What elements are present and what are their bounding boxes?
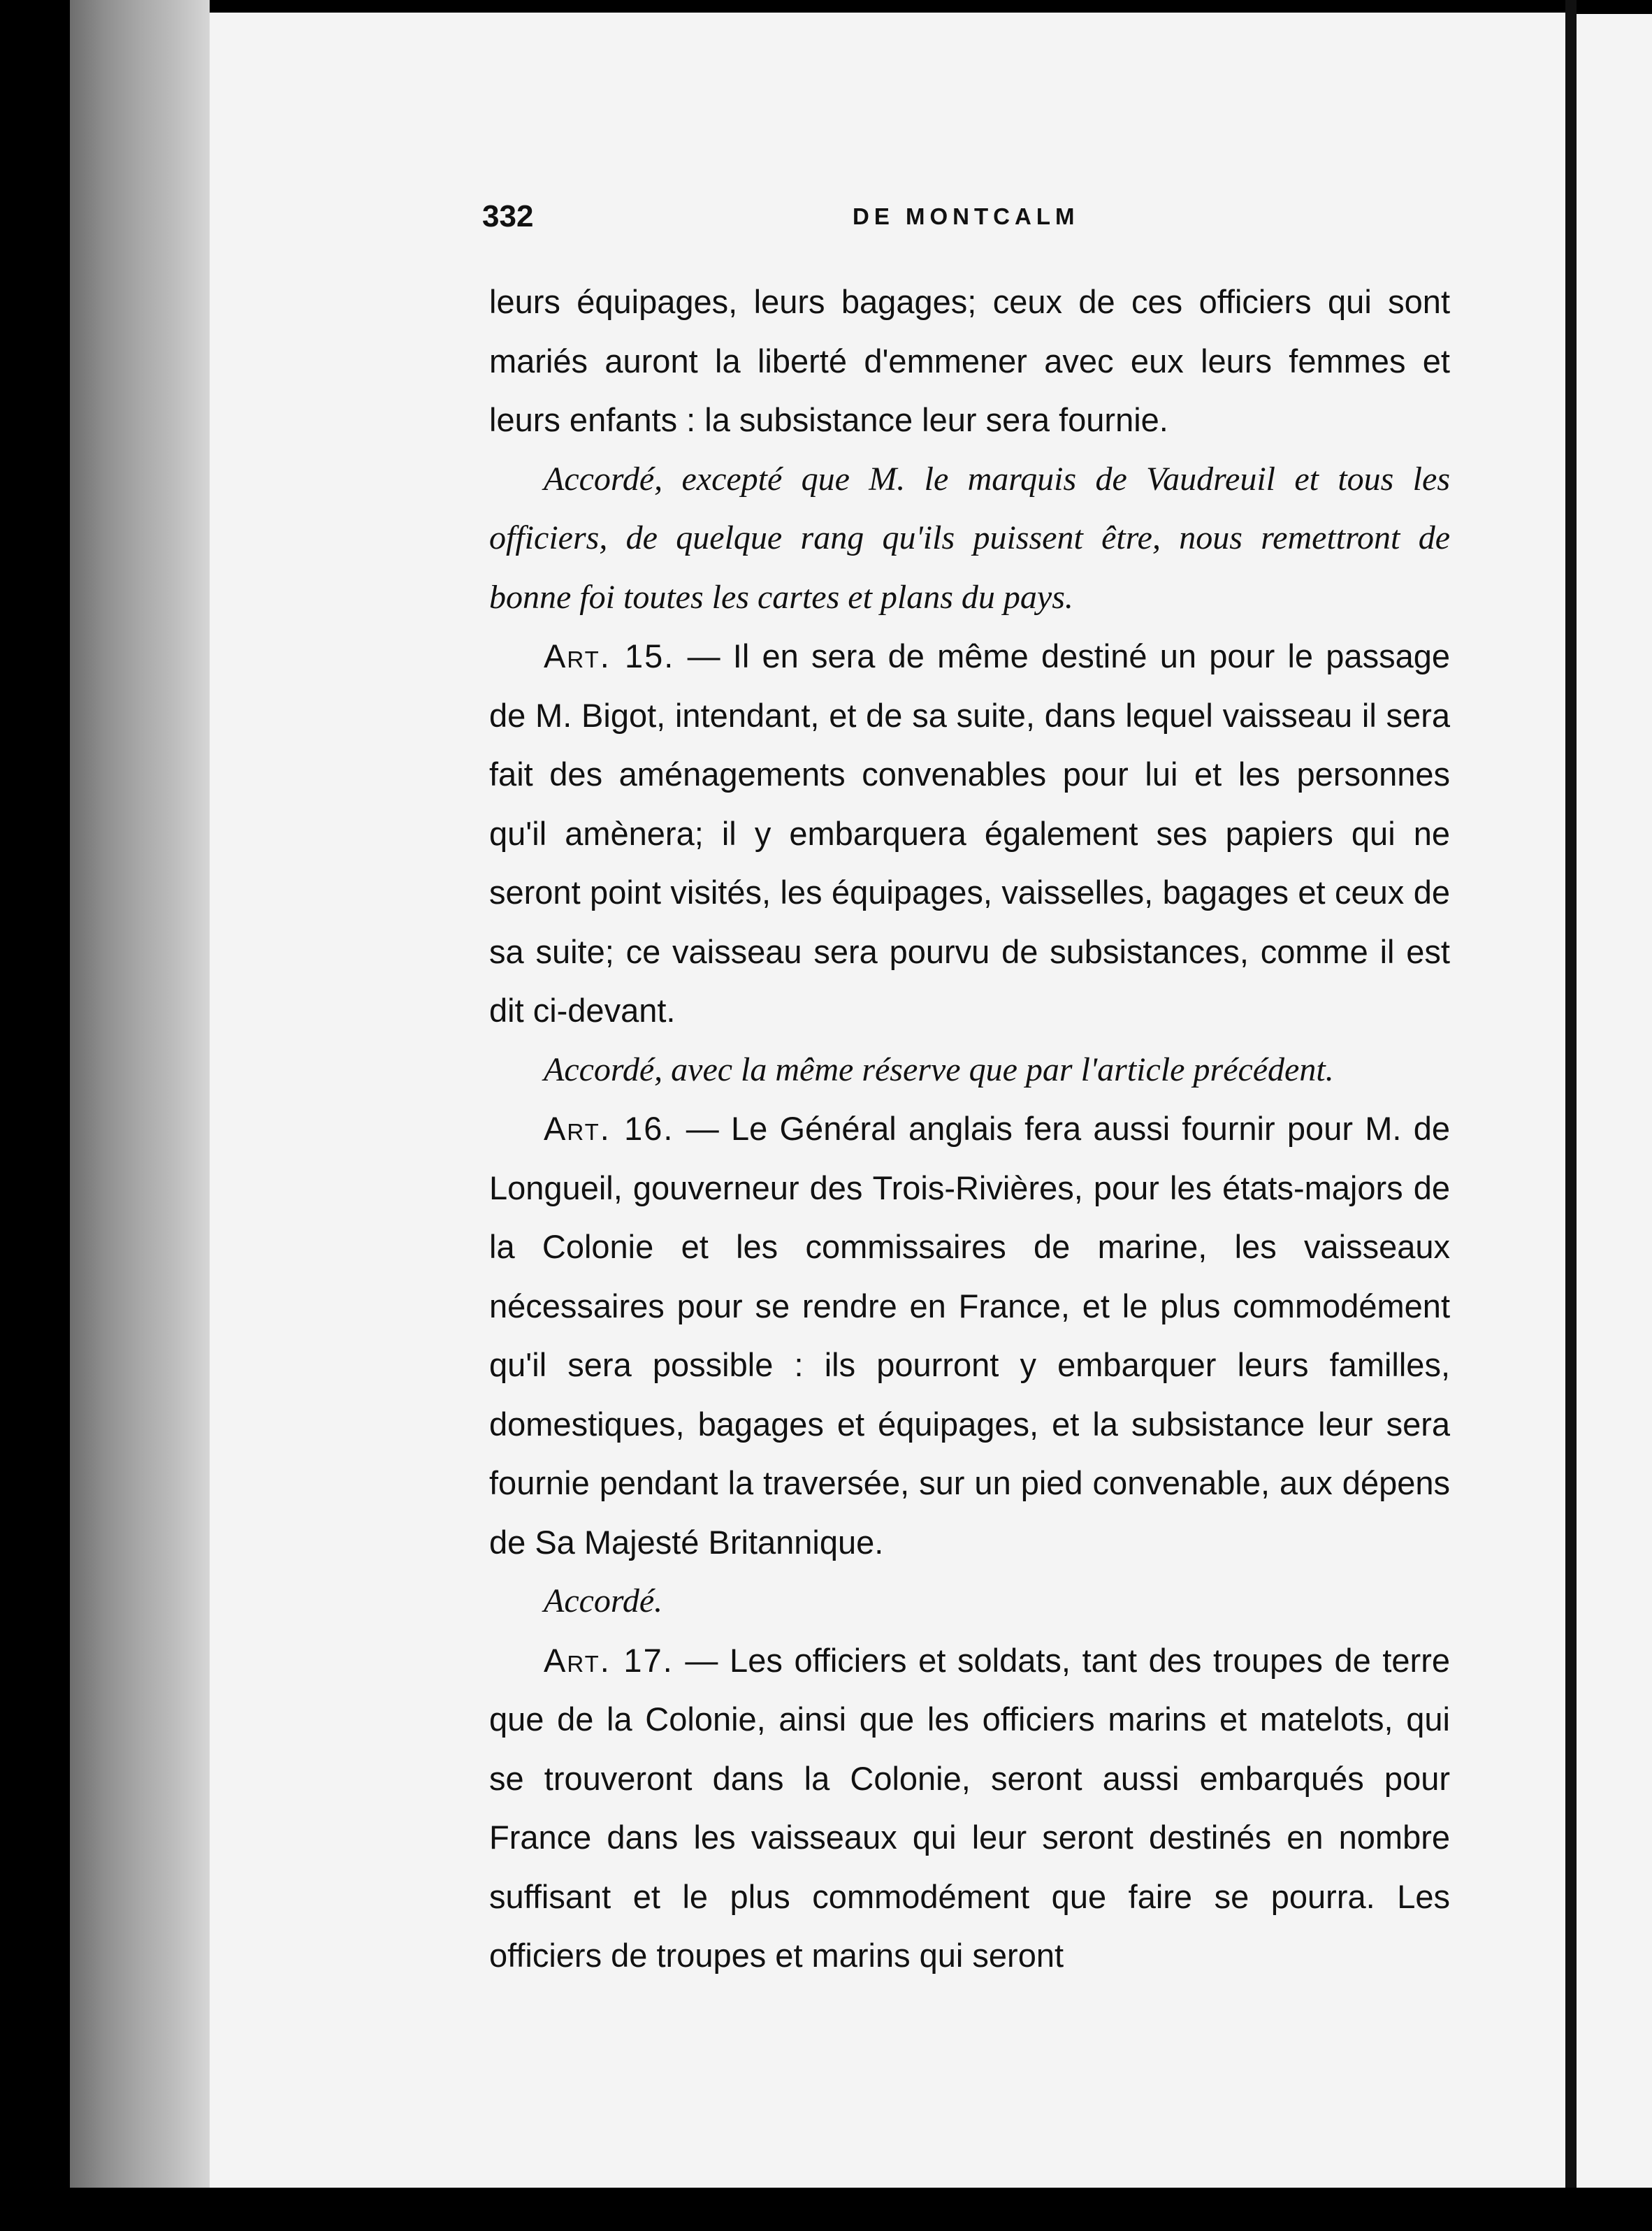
- paragraph-italic: [489, 1572, 1450, 1631]
- article-label: Art. 17.: [544, 1641, 674, 1679]
- paragraph-text: Accordé.: [544, 1582, 663, 1619]
- article-label: Art. 15.: [544, 637, 675, 674]
- paragraph-text: Accordé, avec la même réserve que par l'article précédent.: [544, 1050, 1334, 1088]
- body-text: [489, 273, 1450, 1986]
- right-page-gutter: [1565, 0, 1577, 2231]
- article-paragraph: [489, 627, 1450, 1041]
- article-paragraph: [489, 1631, 1450, 1986]
- page-stack-edge: [70, 0, 210, 2188]
- article-label: Art. 16.: [544, 1110, 674, 1147]
- paragraph: [489, 273, 1450, 450]
- paragraph-text: — Il en sera de même destiné un pour le passage de M. Bigot, intendant, et de sa suite, dans lequel vaisseau il sera fait des aménagements convenables pour lui et les personnes qu'il amènera; il y embarquera également ses papiers qui ne seront point visités, les équipages, vaisselles, bagages et ceux de sa suite; ce vaisseau sera pourvu de subsistances, comme il est dit ci-devant.: [489, 637, 1450, 1029]
- paragraph-italic: [489, 450, 1450, 628]
- paragraph-text: — Le Général anglais fera aussi fournir pour M. de Longueil, gouverneur des Trois-Rivières, pour les états-majors de la Colonie et les commissaires de marine, les vaisseaux nécessaires pour se rendre en France, et le plus commodément qu'il sera possible : ils pourront y embarquer leurs familles, domestiques, bagages et équipages, et la subsistance leur sera fournie pendant la traversée, sur un pied convenable, aux dépens de Sa Majesté Britannique.: [489, 1110, 1451, 1561]
- paragraph-text: — Les officiers et soldats, tant des troupes de terre que de la Colonie, ainsi que les officiers marins et matelots, qui se trouveront dans la Colonie, seront aussi embarqués pour France dans les vaisseaux qui leur seront destinés en nombre suffisant et le plus commodément que faire se pourra. Les officiers de troupes et marins qui seront: [489, 1641, 1450, 1974]
- paragraph-italic: [489, 1041, 1450, 1100]
- page-number: 332: [482, 199, 534, 233]
- next-page-edge: [1577, 14, 1652, 2209]
- article-paragraph: [489, 1099, 1450, 1572]
- page-header: [482, 199, 1447, 248]
- bottom-scan-border: [0, 2188, 1652, 2231]
- running-title: DE MONTCALM: [853, 203, 1080, 229]
- paragraph-text: leurs équipages, leurs bagages; ceux de ces officiers qui sont mariés auront la liberté d'emmener avec eux leurs femmes et leurs enfants : la subsistance leur sera fournie.: [489, 283, 1450, 438]
- paragraph-text: Accordé, excepté que M. le marquis de Vaudreuil et tous les officiers, de quelque rang qu'ils puissent être, nous remettront de bonne foi toutes les cartes et plans du pays.: [489, 460, 1450, 616]
